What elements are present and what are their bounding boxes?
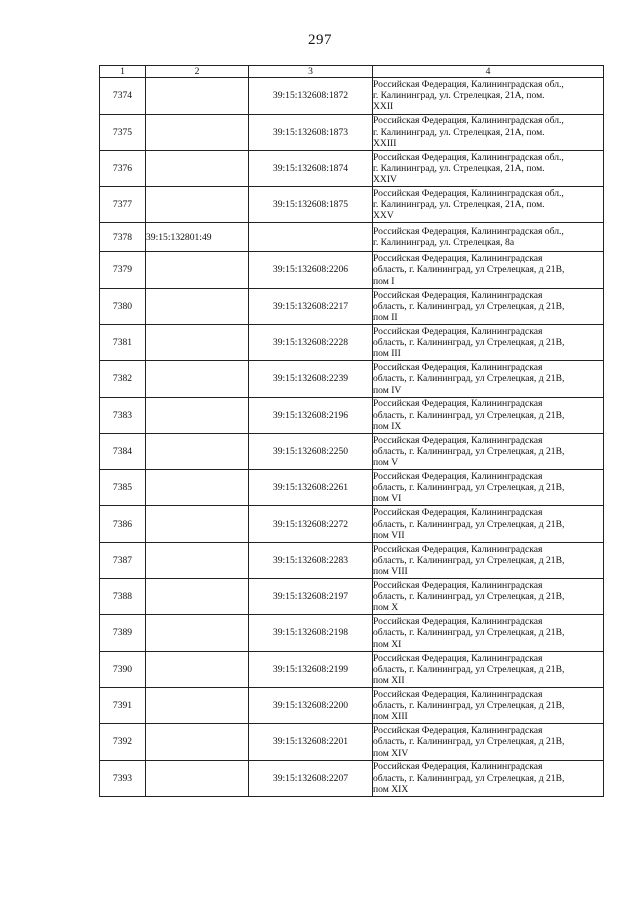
address-cell	[373, 114, 604, 150]
previous-cadastral-number-cell	[146, 687, 249, 723]
address-line: область, г. Калининград, ул Стрелецкая, д 21В,	[373, 591, 565, 603]
address-cell	[373, 288, 604, 324]
column-header-1: 1	[100, 66, 146, 78]
row-number-cell: 7375	[100, 114, 146, 150]
previous-cadastral-number-cell	[146, 651, 249, 687]
previous-cadastral-number-cell	[146, 114, 249, 150]
address-line: область, г. Калининград, ул Стрелецкая, д 21В,	[373, 772, 565, 784]
address-line: Российская Федерация, Калининградская обл.,	[373, 151, 564, 163]
address-cell	[373, 542, 604, 578]
cadastral-number-cell: 39:15:132608:1875	[249, 187, 373, 223]
table-row	[100, 187, 604, 223]
address-line: Российская Федерация, Калининградская	[373, 725, 543, 737]
address-line: Российская Федерация, Калининградская	[373, 289, 543, 301]
address-line: область, г. Калининград, ул Стрелецкая, д 21В,	[373, 663, 565, 675]
address-line: пом VII	[373, 529, 405, 541]
table-row	[100, 324, 604, 360]
row-number-cell: 7392	[100, 724, 146, 760]
address-line: Российская Федерация, Калининградская	[373, 688, 543, 700]
row-number-cell: 7390	[100, 651, 146, 687]
cadastral-number-cell: 39:15:132608:1873	[249, 114, 373, 150]
address-cell	[373, 615, 604, 651]
row-number-cell: 7393	[100, 760, 146, 796]
address-line: Российская Федерация, Калининградская обл.,	[373, 115, 564, 127]
previous-cadastral-number-cell	[146, 470, 249, 506]
cadastral-number-cell: 39:15:132608:2217	[249, 288, 373, 324]
row-number-cell: 7384	[100, 433, 146, 469]
address-line: пом II	[373, 311, 398, 323]
row-number-cell: 7380	[100, 288, 146, 324]
table-row	[100, 470, 604, 506]
address-line: XXII	[373, 101, 394, 113]
row-number-cell: 7379	[100, 252, 146, 288]
address-line: пом VI	[373, 493, 402, 505]
previous-cadastral-number-cell	[146, 150, 249, 186]
address-line: пом I	[373, 275, 395, 287]
address-line: пом IX	[373, 420, 402, 432]
address-line: г. Калининград, ул. Стрелецкая, 21А, пом.	[373, 126, 545, 138]
address-line: XXIV	[373, 174, 397, 186]
address-line: пом XIII	[373, 711, 408, 723]
previous-cadastral-number-cell	[146, 433, 249, 469]
address-line: Российская Федерация, Калининградская обл.,	[373, 226, 564, 238]
row-number-cell: 7391	[100, 687, 146, 723]
address-cell	[373, 651, 604, 687]
cadastral-number-cell: 39:15:132608:2201	[249, 724, 373, 760]
address-line: Российская Федерация, Калининградская	[373, 652, 543, 664]
row-number-cell: 7387	[100, 542, 146, 578]
address-line: Российская Федерация, Калининградская	[373, 398, 543, 410]
cadastral-number-cell: 39:15:132608:2228	[249, 324, 373, 360]
address-line: Российская Федерация, Калининградская	[373, 616, 543, 628]
row-number-cell: 7383	[100, 397, 146, 433]
column-header-3: 3	[249, 66, 373, 78]
address-line: пом XIX	[373, 783, 409, 795]
address-line: область, г. Калининград, ул Стрелецкая, д 21В,	[373, 518, 565, 530]
address-cell	[373, 324, 604, 360]
address-line: пом IV	[373, 384, 402, 396]
address-cell	[373, 506, 604, 542]
table-row	[100, 724, 604, 760]
column-header-2: 2	[146, 66, 249, 78]
address-cell	[373, 150, 604, 186]
previous-cadastral-number-cell	[146, 615, 249, 651]
row-number-cell: 7388	[100, 579, 146, 615]
address-line: область, г. Калининград, ул Стрелецкая, д 21В,	[373, 554, 565, 566]
previous-cadastral-number-cell	[146, 78, 249, 114]
address-line: Российская Федерация, Калининградская	[373, 507, 543, 519]
address-line: область, г. Калининград, ул Стрелецкая, д 21В,	[373, 736, 565, 748]
cadastral-number-cell: 39:15:132608:2283	[249, 542, 373, 578]
row-number-cell: 7374	[100, 78, 146, 114]
row-number-cell: 7386	[100, 506, 146, 542]
address-line: Российская Федерация, Калининградская	[373, 253, 543, 265]
table-row	[100, 579, 604, 615]
address-line: г. Калининград, ул. Стрелецкая, 21А, пом.	[373, 90, 545, 102]
table-row	[100, 252, 604, 288]
address-line: пом III	[373, 348, 401, 360]
address-line: область, г. Калининград, ул Стрелецкая, д 21В,	[373, 700, 565, 711]
cadastral-number-cell: 39:15:132608:2197	[249, 579, 373, 615]
address-cell	[373, 687, 604, 723]
table-row	[100, 615, 604, 651]
cadastral-number-cell: 39:15:132608:1872	[249, 78, 373, 114]
table-row	[100, 506, 604, 542]
row-number-cell: 7385	[100, 470, 146, 506]
address-line: Российская Федерация, Калининградская обл.,	[373, 79, 564, 91]
address-cell	[373, 433, 604, 469]
address-line: Российская Федерация, Калининградская	[373, 579, 543, 591]
header-row	[100, 66, 604, 78]
address-line: Российская Федерация, Калининградская	[373, 362, 543, 374]
previous-cadastral-number-cell	[146, 324, 249, 360]
address-line: Российская Федерация, Калининградская	[373, 434, 543, 446]
address-line: г. Калининград, ул. Стрелецкая, 21А, пом.	[373, 162, 545, 174]
address-line: пом XIV	[373, 747, 409, 759]
previous-cadastral-number-cell	[146, 760, 249, 796]
address-cell	[373, 361, 604, 397]
cadastral-number-cell: 39:15:132608:2206	[249, 252, 373, 288]
address-line: область, г. Калининград, ул Стрелецкая, д 21В,	[373, 264, 565, 276]
address-line: г. Калининград, ул. Стрелецкая, 8а	[373, 237, 515, 249]
previous-cadastral-number-cell	[146, 288, 249, 324]
address-cell	[373, 724, 604, 760]
row-number-cell: 7377	[100, 187, 146, 223]
address-line: Российская Федерация, Калининградская	[373, 471, 543, 483]
address-cell	[373, 397, 604, 433]
address-cell	[373, 187, 604, 223]
address-cell	[373, 78, 604, 114]
cadastral-number-cell: 39:15:132608:2198	[249, 615, 373, 651]
cadastral-number-cell: 39:15:132608:2261	[249, 470, 373, 506]
table-row	[100, 78, 604, 114]
cadastral-number-cell: 39:15:132608:2200	[249, 687, 373, 723]
cadastral-number-cell: 39:15:132608:2272	[249, 506, 373, 542]
address-line: область, г. Калининград, ул Стрелецкая, д 21В,	[373, 373, 565, 385]
table-row	[100, 150, 604, 186]
address-line: XXV	[373, 210, 394, 222]
row-number-cell: 7389	[100, 615, 146, 651]
address-line: пом XII	[373, 674, 405, 686]
address-line: область, г. Калининград, ул Стрелецкая, д 21В,	[373, 409, 565, 421]
address-line: Российская Федерация, Калининградская	[373, 543, 543, 555]
address-cell	[373, 470, 604, 506]
address-cell	[373, 760, 604, 796]
address-line: XXIII	[373, 137, 397, 149]
address-line: пом X	[373, 602, 399, 614]
table-row	[100, 288, 604, 324]
address-cell	[373, 579, 604, 615]
column-header-4: 4	[373, 66, 604, 78]
table-row	[100, 760, 604, 796]
table-row	[100, 651, 604, 687]
cadastral-number-cell: 39:15:132608:1874	[249, 150, 373, 186]
previous-cadastral-number-cell	[146, 187, 249, 223]
cadastral-number-cell: 39:15:132608:2199	[249, 651, 373, 687]
cadastral-number-cell: 39:15:132608:2250	[249, 433, 373, 469]
cadastral-number-cell: 39:15:132608:2207	[249, 760, 373, 796]
address-line: Российская Федерация, Калининградская	[373, 325, 543, 337]
cadastral-number-cell	[249, 223, 373, 252]
registry-table	[99, 65, 604, 797]
address-line: пом XI	[373, 638, 402, 650]
table-row	[100, 397, 604, 433]
table-body	[100, 78, 604, 797]
cadastral-number-cell: 39:15:132608:2196	[249, 397, 373, 433]
address-line: пом V	[373, 457, 399, 469]
previous-cadastral-number-cell	[146, 579, 249, 615]
address-line: Российская Федерация, Калининградская	[373, 761, 543, 773]
previous-cadastral-number-cell	[146, 397, 249, 433]
address-line: область, г. Калининград, ул Стрелецкая, д 21В,	[373, 482, 565, 494]
table-row	[100, 361, 604, 397]
table-row	[100, 542, 604, 578]
previous-cadastral-number-cell	[146, 361, 249, 397]
address-line: область, г. Калининград, ул Стрелецкая, д 21В,	[373, 300, 565, 312]
previous-cadastral-number-cell	[146, 506, 249, 542]
previous-cadastral-number-cell	[146, 252, 249, 288]
previous-cadastral-number-cell	[146, 724, 249, 760]
address-cell	[373, 223, 604, 252]
address-line: область, г. Калининград, ул Стрелецкая, д 21В,	[373, 627, 565, 639]
cadastral-number-cell: 39:15:132608:2239	[249, 361, 373, 397]
previous-cadastral-number-cell	[146, 542, 249, 578]
address-line: область, г. Калининград, ул Стрелецкая, д 21В,	[373, 445, 565, 457]
table-row	[100, 114, 604, 150]
page-number: 297	[308, 32, 332, 48]
address-cell	[373, 252, 604, 288]
table-row	[100, 687, 604, 723]
address-line: Российская Федерация, Калининградская обл.,	[373, 187, 564, 199]
table-row	[100, 223, 604, 252]
row-number-cell: 7382	[100, 361, 146, 397]
address-line: область, г. Калининград, ул Стрелецкая, д 21В,	[373, 337, 565, 349]
row-number-cell: 7381	[100, 324, 146, 360]
row-number-cell: 7378	[100, 223, 146, 252]
address-line: пом VIII	[373, 566, 408, 578]
row-number-cell: 7376	[100, 150, 146, 186]
table-row	[100, 433, 604, 469]
previous-cadastral-number-cell: 39:15:132801:49	[146, 223, 249, 252]
address-line: г. Калининград, ул. Стрелецкая, 21А, пом.	[373, 199, 545, 211]
